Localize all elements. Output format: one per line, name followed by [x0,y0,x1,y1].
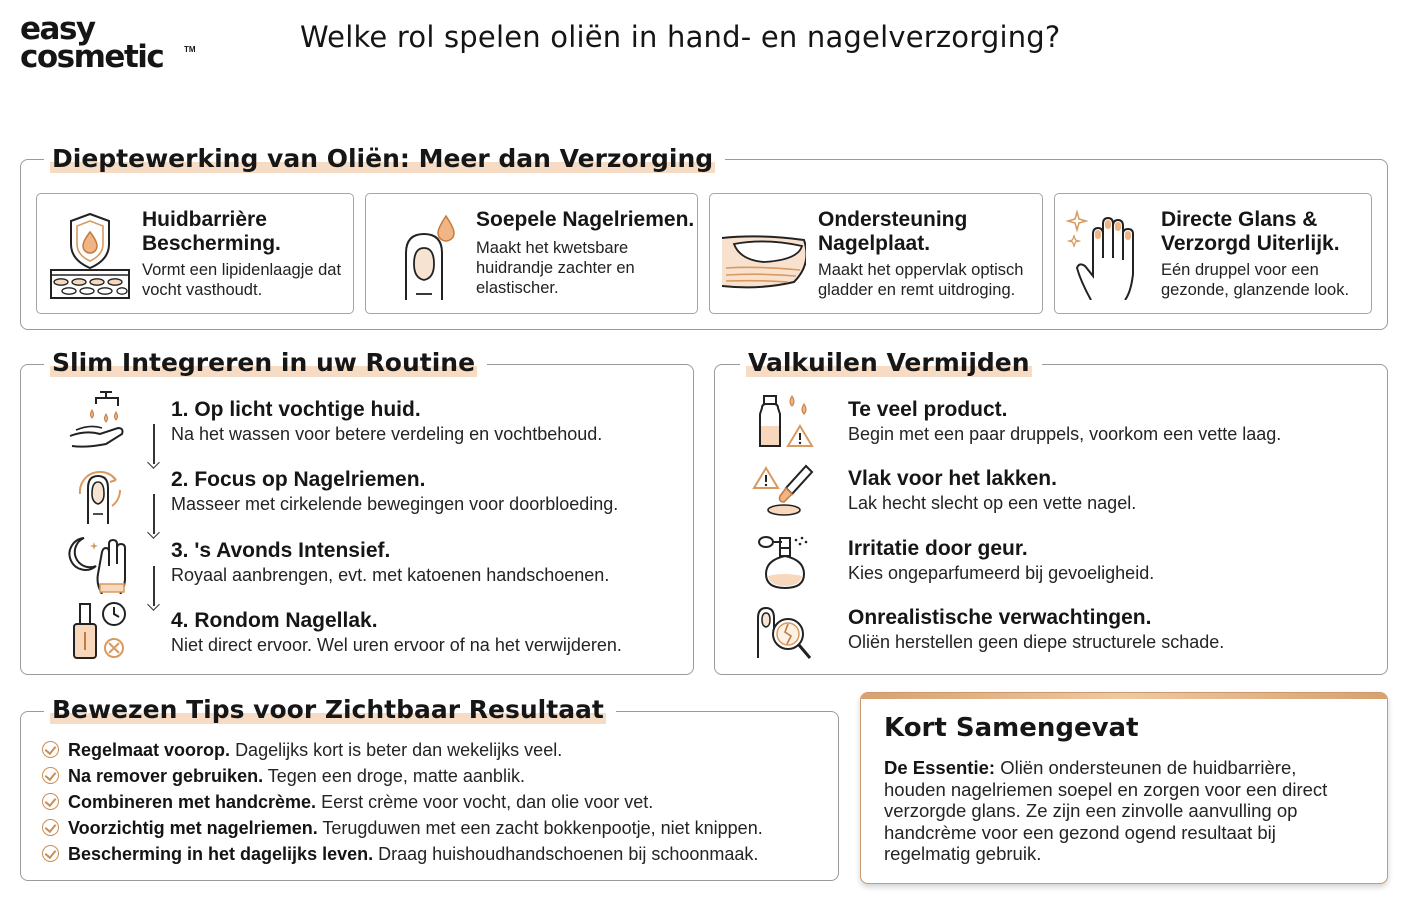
summary-accent-bar [861,693,1387,699]
tip-item [42,792,653,813]
tip-bold: Regelmaat voorop. [68,740,231,760]
pitfall-desc: Kies ongeparfumeerd bij gevoeligheid. [848,563,1155,583]
magnifier-nail-icon [752,600,816,664]
pitfall-title: Te veel product. [848,398,1008,421]
benefit-card-cuticles [365,193,698,314]
card-description: Vormt een lipidenlaagje dat vocht vasthoudt. [142,261,342,299]
logo-line-1: easy [20,11,95,47]
check-circle-icon [42,793,59,810]
card-description: Maakt het oppervlak optisch gladder en remt uitdroging. [818,261,1024,299]
summary-title: Kort Samengevat [884,713,1139,743]
tip-text: Tegen een droge, matte aanblik. [267,766,525,786]
finger-oil-drop-icon [376,208,462,300]
section-pitfalls-title: Valkuilen Vermijden [740,347,1042,379]
summary-body [884,757,1354,865]
summary-text: Oliën ondersteunen de huidbarrière, houden nagelriemen soepel en zorgen voor een direct verzorgde glans. Ze zijn een zinvolle aanvulling op handcrème voor een gezond ogend resultaat bij regelmatig gebruik. [884,757,1328,864]
logo-line-2: cosmetic [20,38,164,75]
card-description: Maakt het kwetsbare huidrandje zachter en elastischer. [476,239,635,297]
routine-step-desc: Royaal aanbrengen, evt. met katoenen handschoenen. [171,565,610,585]
pitfall-title: Vlak voor het lakken. [848,467,1057,490]
pitfall-desc: Oliën herstellen geen diepe structurele schade. [848,632,1225,652]
logo-trademark: TM [184,45,196,54]
washing-hands-icon [66,388,130,452]
routine-step-desc: Masseer met cirkelende bewegingen voor doorbloeding. [171,494,619,514]
tip-text: Draag huishoudhandschoenen bij schoonmaak. [378,844,759,864]
section-routine-title: Slim Integreren in uw Routine [44,347,487,379]
polish-clock-icon [66,600,130,664]
card-title: Huidbarrière Bescherming. [142,208,281,255]
tip-item [42,766,525,787]
sparkle-hand-icon [1065,208,1151,300]
routine-step-title: 1. Op licht vochtige huid. [171,398,421,421]
routine-step-title: 2. Focus op Nagelriemen. [171,468,426,491]
tip-item [42,818,763,839]
routine-step-title: 4. Rondom Nagellak. [171,609,378,632]
benefit-card-shine [1054,193,1372,314]
tip-item [42,740,562,761]
check-circle-icon [42,845,59,862]
pitfall-title: Onrealistische verwachtingen. [848,606,1152,629]
summary-box [860,692,1388,884]
circular-massage-icon [66,460,130,524]
oil-bottle-warning-icon [752,390,816,454]
routine-step-desc: Niet direct ervoor. Wel uren ervoor of na het verwijderen. [171,635,622,655]
arrow-down-icon [148,566,160,610]
routine-step-desc: Na het wassen voor betere verdeling en vochtbehoud. [171,424,603,444]
tip-text: Terugduwen met een zacht bokkenpootje, niet knippen. [322,818,763,838]
moon-glove-icon [66,530,130,594]
tip-bold: Bescherming in het dagelijks leven. [68,844,374,864]
tip-item [42,844,758,865]
tip-bold: Combineren met handcrème. [68,792,317,812]
summary-label: De Essentie: [884,757,996,778]
section-tips-title: Bewezen Tips voor Zichtbaar Resultaat [44,694,616,726]
card-title: Ondersteuning Nagelplaat. [818,208,968,255]
card-title: Directe Glans & Verzorgd Uiterlijk. [1161,208,1340,255]
pitfall-desc: Lak hecht slecht op een vette nagel. [848,493,1137,513]
check-circle-icon [42,741,59,758]
benefit-card-nail-plate [709,193,1043,314]
tip-bold: Na remover gebruiken. [68,766,264,786]
check-circle-icon [42,819,59,836]
card-description: Eén druppel voor een gezonde, glanzende look. [1161,261,1350,299]
nail-plate-icon [720,208,806,300]
benefit-card-skin-barrier [36,193,354,314]
pitfall-title: Irritatie door geur. [848,537,1028,560]
tip-text: Eerst crème voor vocht, dan olie voor vet. [321,792,654,812]
perfume-bottle-icon [752,530,816,594]
pitfall-desc: Begin met een paar druppels, voorkom een vette laag. [848,424,1282,444]
brand-logo [20,11,196,75]
tip-text: Dagelijks kort is beter dan wekelijks veel. [235,740,563,760]
arrow-down-icon [148,494,160,538]
routine-step-title: 3. 's Avonds Intensief. [171,539,391,562]
brush-warning-icon [752,460,816,524]
section-deep-action-title: Dieptewerking van Oliën: Meer dan Verzorging [44,143,725,175]
check-circle-icon [42,767,59,784]
tip-bold: Voorzichtig met nagelriemen. [68,818,318,838]
shield-skin-icon [47,208,133,300]
page-title: Welke rol spelen oliën in hand- en nagelverzorging? [300,20,1061,54]
card-title: Soepele Nagelriemen. [476,208,695,231]
arrow-down-icon [148,424,160,468]
